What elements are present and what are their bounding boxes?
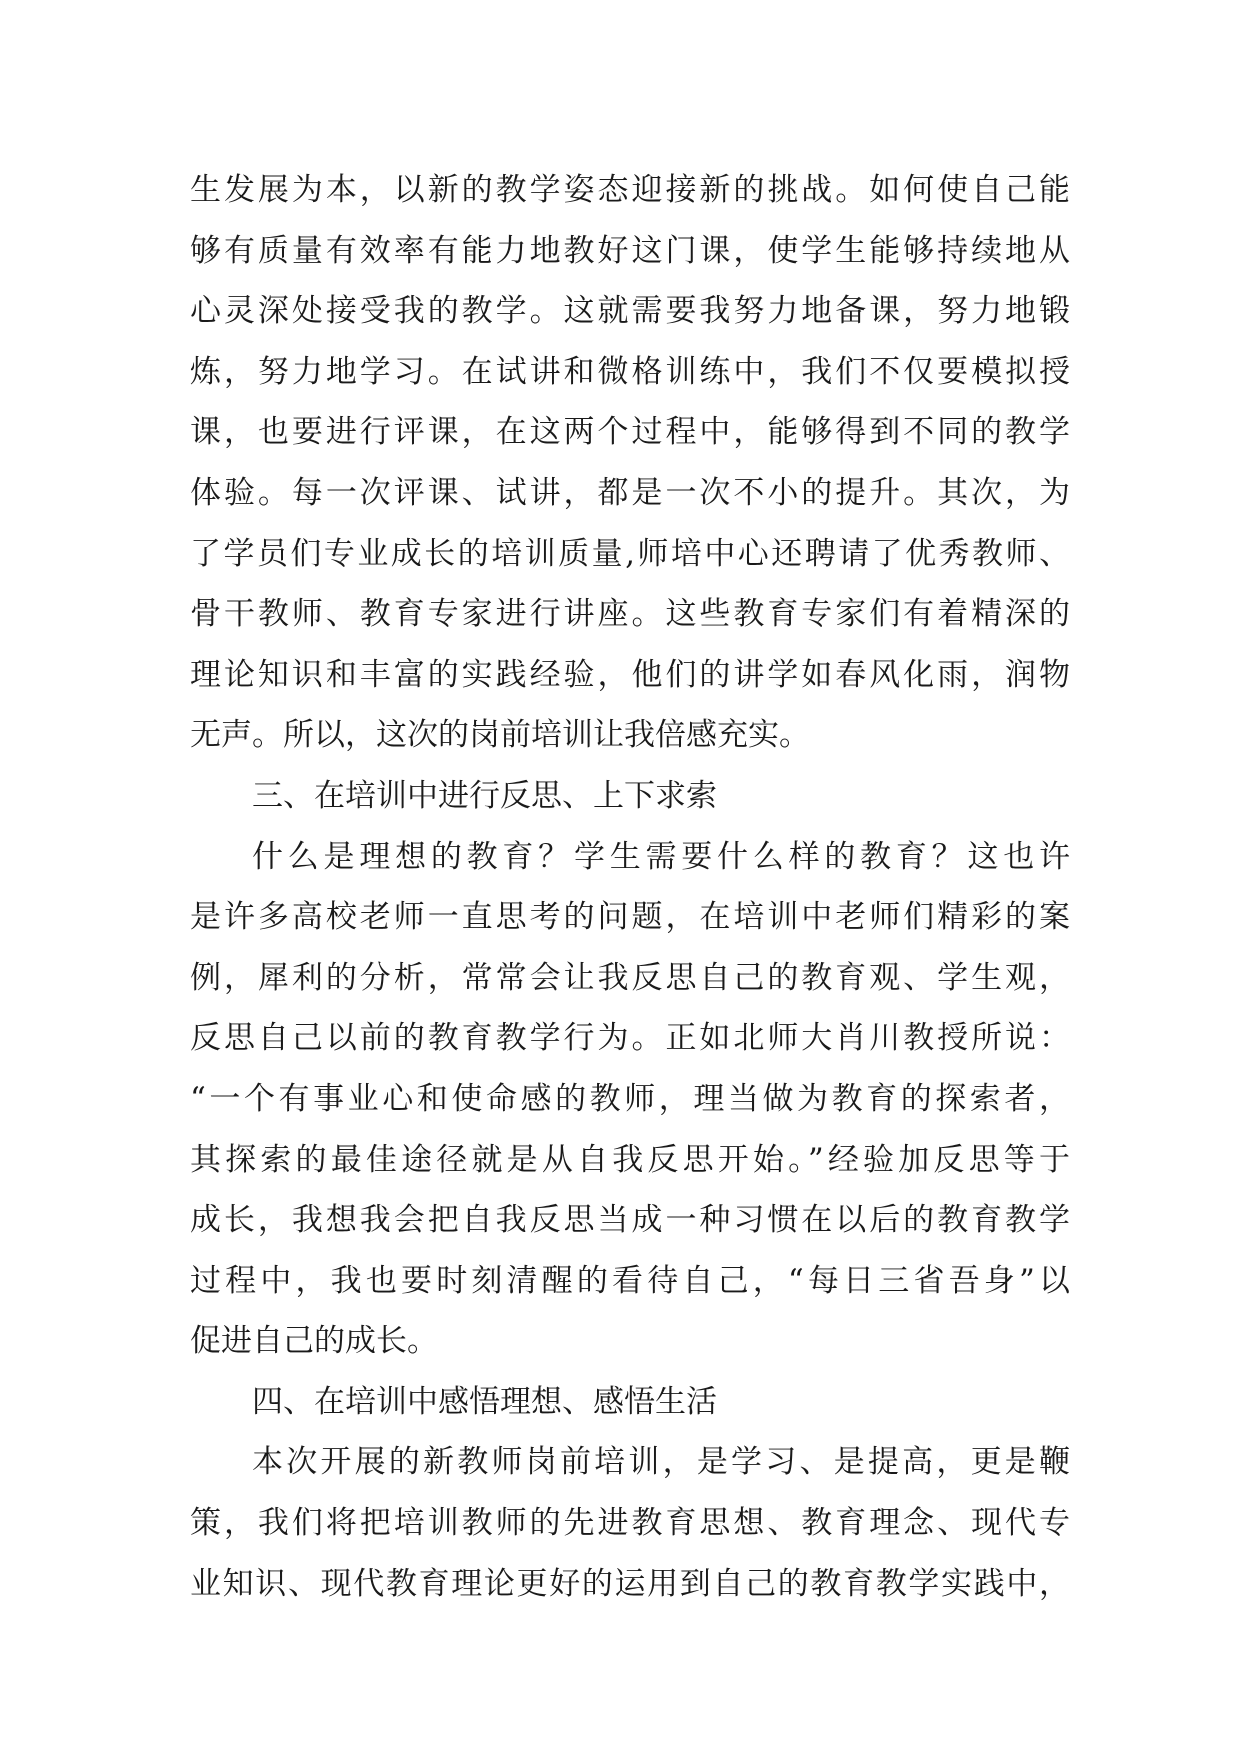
text-line: 业知识、现代教育理论更好的运用到自己的教育教学实践中， — [190, 1565, 1070, 1602]
text-line: 促进自己的成长。 — [190, 1323, 438, 1360]
text-line: 心灵深处接受我的教学。这就需要我努力地备课，努力地锻 — [190, 293, 1070, 330]
body-text — [190, 160, 1070, 1614]
text-line: 什么是理想的教育？学生需要什么样的教育？这也许 — [252, 838, 1070, 875]
text-line: 无声。所以，这次的岗前培训让我倍感充实。 — [190, 717, 810, 754]
text-line: 是许多高校老师一直思考的问题，在培训中老师们精彩的案 — [190, 899, 1070, 936]
text-line: 够有质量有效率有能力地教好这门课，使学生能够持续地从 — [190, 232, 1070, 269]
text-line: 例，犀利的分析，常常会让我反思自己的教育观、学生观， — [190, 959, 1070, 996]
text-line: 反思自己以前的教育教学行为。正如北师大肖川教授所说： — [190, 1020, 1070, 1057]
text-line: 了学员们专业成长的培训质量,师培中心还聘请了优秀教师、 — [190, 535, 1070, 572]
text-line: 其探索的最佳途径就是从自我反思开始。”经验加反思等于 — [190, 1141, 1070, 1178]
text-line: 骨干教师、教育专家进行讲座。这些教育专家们有着精深的 — [190, 596, 1070, 633]
text-line: 炼，努力地学习。在试讲和微格训练中，我们不仅要模拟授 — [190, 353, 1070, 390]
text-line: 策，我们将把培训教师的先进教育思想、教育理念、现代专 — [190, 1505, 1070, 1542]
text-line: “一个有事业心和使命感的教师，理当做为教育的探索者， — [190, 1080, 1070, 1117]
text-line: 四、在培训中感悟理想、感悟生活 — [252, 1383, 717, 1420]
text-line: 理论知识和丰富的实践经验，他们的讲学如春风化雨，润物 — [190, 656, 1070, 693]
text-line: 本次开展的新教师岗前培训，是学习、是提高，更是鞭 — [252, 1444, 1070, 1481]
text-line: 生发展为本，以新的教学姿态迎接新的挑战。如何使自己能 — [190, 172, 1070, 208]
text-line: 课，也要进行评课，在这两个过程中，能够得到不同的教学 — [190, 414, 1070, 451]
text-line: 三、在培训中进行反思、上下求索 — [252, 777, 717, 814]
text-line: 过程中，我也要时刻清醒的看待自己，“每日三省吾身”以 — [190, 1262, 1070, 1299]
text-line: 体验。每一次评课、试讲，都是一次不小的提升。其次，为 — [190, 474, 1070, 511]
text-line: 成长，我想我会把自我反思当成一种习惯在以后的教育教学 — [190, 1202, 1070, 1239]
